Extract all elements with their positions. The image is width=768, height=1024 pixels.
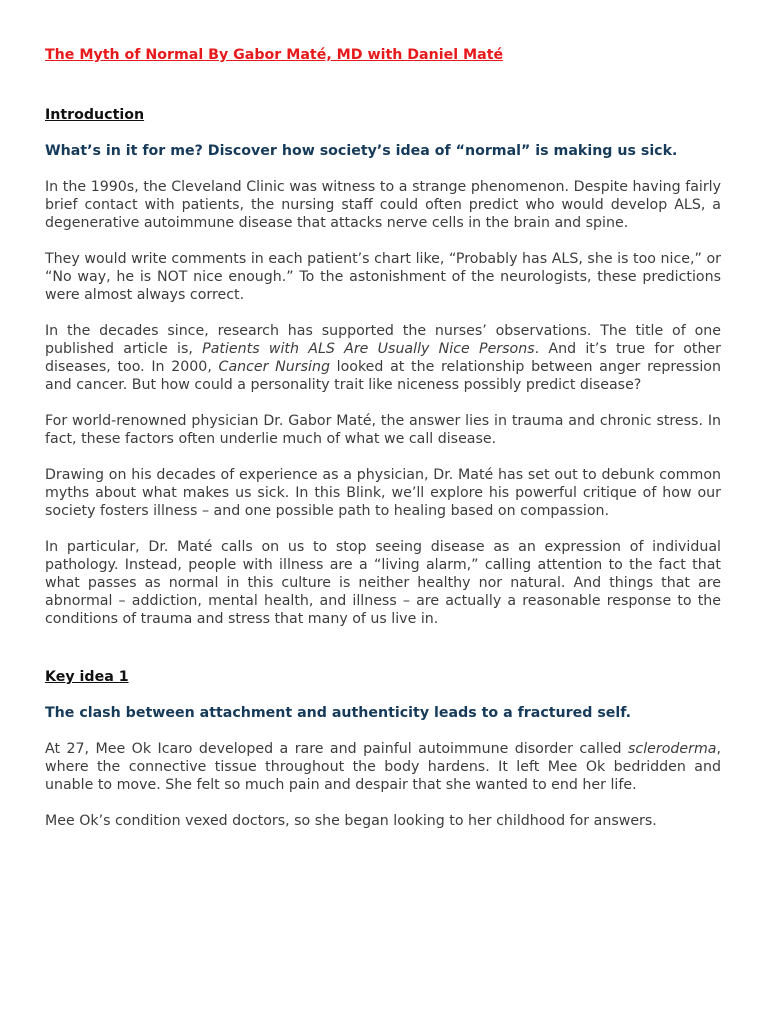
key-idea-1-paragraph-1-text-b: , where the connective tissue throughout the body hardens. It left Mee Ok bedridden and unable to move. She felt so much pain and despair that she wanted to end her life. — [45, 741, 721, 793]
key-idea-1-paragraph-1-text-a: At 27, Mee Ok Icaro developed a rare and painful autoimmune disorder called — [45, 741, 629, 757]
intro-paragraph-3-text-c: looked at the relationship between anger repression and cancer. But how could a personality trait like niceness possibly predict disease? — [45, 359, 721, 393]
intro-paragraph-3 — [45, 322, 721, 394]
introduction-label: Introduction — [45, 107, 145, 123]
intro-paragraph-3-text-a: In the decades since, research has supported the nurses’ observations. The title of one published article is, — [45, 323, 721, 357]
intro-paragraph-5: Drawing on his decades of experience as a physician, Dr. Maté has set out to debunk common myths about what makes us sick. In this Blink, we’ll explore his powerful critique of how our society fosters illness – and one possible path to healing based on compassion. — [45, 467, 721, 519]
intro-paragraph-6: In particular, Dr. Maté calls on us to stop seeing disease as an expression of individual pathology. Instead, people with illness are a “living alarm,” calling attention to the fact that what passes as normal in this culture is neither healthy nor natural. And things that are abnormal – addiction, mental health, and illness – are actually a reasonable response to the conditions of trauma and stress that many of us live in. — [45, 539, 721, 627]
journal-title-italic: Cancer Nursing — [218, 359, 330, 375]
key-idea-1-label: Key idea 1 — [45, 669, 129, 685]
intro-paragraph-3-text-b: . And it’s true for other diseases, too. In 2000, — [45, 341, 721, 375]
intro-paragraph-4: For world-renowned physician Dr. Gabor Maté, the answer lies in trauma and chronic stress. In fact, these factors often underlie much of what we call disease. — [45, 413, 721, 447]
document-page — [45, 46, 721, 830]
key-idea-1-paragraph-1 — [45, 740, 721, 794]
key-idea-1-paragraph-2: Mee Ok’s condition vexed doctors, so she began looking to her childhood for answers. — [45, 813, 657, 829]
key-idea-1-heading: The clash between attachment and authenticity leads to a fractured self. — [45, 705, 632, 721]
document-title: The Myth of Normal By Gabor Maté, MD with Daniel Maté — [45, 47, 504, 63]
article-title-italic: Patients with ALS Are Usually Nice Persons — [202, 341, 535, 357]
intro-paragraph-1: In the 1990s, the Cleveland Clinic was witness to a strange phenomenon. Despite having fairly brief contact with patients, the nursing staff could often predict who would develop ALS, a degenerative autoimmune disease that attacks nerve cells in the brain and spine. — [45, 179, 721, 231]
intro-paragraph-2: They would write comments in each patient’s chart like, “Probably has ALS, she is too nice,” or “No way, he is NOT nice enough.” To the astonishment of the neurologists, these predictions were almost always correct. — [45, 251, 721, 303]
scleroderma-italic: scleroderma — [628, 741, 717, 757]
introduction-heading: What’s in it for me? Discover how society’s idea of “normal” is making us sick. — [45, 143, 678, 159]
